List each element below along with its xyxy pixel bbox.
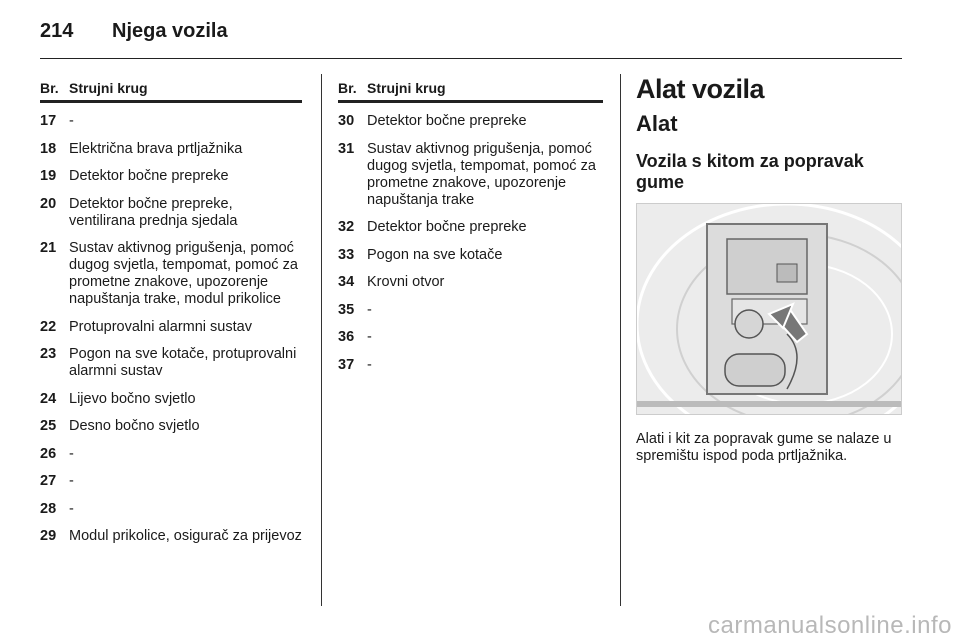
circuit-description: Krovni otvor [367, 274, 445, 290]
header-rule [40, 58, 902, 59]
col-circuit-header: Strujni krug [69, 80, 148, 96]
circuit-description: Pogon na sve kotače [367, 246, 503, 263]
table-row [40, 141, 302, 158]
fuse-number: 31 [338, 140, 355, 157]
table-row [40, 473, 302, 490]
circuit-description: - [69, 473, 74, 489]
circuit-description: Detektor bočne prepreke, ventilirana prednja sjedala [69, 195, 238, 229]
fuse-number: 22 [40, 318, 57, 335]
table-row [338, 302, 603, 319]
fuse-number: 25 [40, 418, 57, 434]
table-row [40, 319, 302, 336]
fuse-table-2 [338, 80, 603, 384]
circuit-description: Električna brava prtljažnika [69, 140, 243, 157]
circuit-description: Detektor bočne prepreke [69, 168, 229, 184]
circuit-description: Protuprovalni alarmni sustav [69, 318, 252, 335]
fuse-number: 29 [40, 528, 57, 544]
fuse-number: 35 [338, 301, 355, 318]
table-row [338, 274, 603, 291]
table-row [338, 219, 603, 236]
fuse-number: 28 [40, 500, 57, 517]
table-row [40, 501, 302, 518]
col-no-header: Br. [40, 80, 59, 96]
circuit-description: - [69, 113, 74, 129]
table-row [40, 418, 302, 435]
table-row [40, 391, 302, 408]
table-row [338, 357, 603, 374]
subsection-heading: Alat [636, 111, 678, 136]
circuit-description: Sustav aktivnog prigušenja, pomoć dugog svjetla, tempomat, pomoć za prometne znakove, upozorenje napuštanja trake, modul prikolice [69, 240, 298, 307]
fuse-number: 33 [338, 246, 355, 263]
circuit-description: - [367, 356, 372, 373]
circuit-description: - [69, 445, 74, 462]
vehicle-tools-section [636, 74, 900, 465]
table-row [40, 528, 302, 545]
fuse-number: 17 [40, 113, 57, 129]
table-header [40, 80, 302, 103]
table-row [40, 240, 302, 308]
page-number: 214 [40, 20, 74, 42]
fuse-table-1 [40, 80, 302, 556]
page-title: Njega vozila [112, 20, 228, 42]
fuse-number: 36 [338, 329, 355, 345]
fuse-number: 32 [338, 219, 355, 235]
fuse-number: 37 [338, 356, 355, 373]
table-row [40, 196, 302, 230]
fuse-number: 27 [40, 473, 57, 489]
fuse-number: 24 [40, 390, 57, 407]
column-divider [321, 74, 322, 606]
fuse-number: 30 [338, 113, 355, 129]
trunk-tool-kit-illustration [636, 203, 902, 415]
table-row [40, 346, 302, 380]
circuit-description: - [367, 329, 372, 345]
watermark-text: carmanualsonline.info [708, 612, 952, 639]
fuse-number: 18 [40, 140, 57, 157]
fuse-number: 26 [40, 445, 57, 462]
table-row [338, 247, 603, 264]
table-row [40, 446, 302, 463]
circuit-description: Modul prikolice, osigurač za prijevoz [69, 528, 302, 544]
fuse-number: 20 [40, 195, 57, 212]
fuse-number: 21 [40, 240, 57, 256]
col-circuit-header: Strujni krug [367, 80, 446, 96]
section-heading: Alat vozila [636, 74, 765, 104]
circuit-description: - [69, 500, 74, 517]
circuit-description: Detektor bočne prepreke [367, 219, 527, 235]
table-row [338, 329, 603, 346]
subsubsection-heading: Vozila s kitom za popravak gume [636, 151, 864, 192]
fuse-number: 19 [40, 168, 57, 184]
illustration-caption: Alati i kit za popravak gume se nalaze u spremištu ispod poda prtljažnika. [636, 431, 892, 464]
circuit-description: - [367, 301, 372, 318]
circuit-description: Pogon na sve kotače, protuprovalni alarmni sustav [69, 346, 297, 379]
illustration-svg [637, 204, 901, 414]
fuse-number: 23 [40, 346, 57, 362]
circuit-description: Sustav aktivnog prigušenja, pomoć dugog svjetla, tempomat, pomoć za prometne znakove, upozorenje napuštanja trake [367, 140, 596, 208]
circuit-description: Lijevo bočno svjetlo [69, 390, 196, 407]
table-row [338, 141, 603, 209]
table-header [338, 80, 603, 103]
table-row [338, 113, 603, 130]
circuit-description: Desno bočno svjetlo [69, 418, 200, 434]
page-header [40, 20, 228, 43]
fuse-number: 34 [338, 274, 355, 290]
column-divider [620, 74, 621, 606]
table-row [40, 168, 302, 185]
circuit-description: Detektor bočne prepreke [367, 113, 527, 129]
table-row [40, 113, 302, 130]
col-no-header: Br. [338, 80, 357, 96]
